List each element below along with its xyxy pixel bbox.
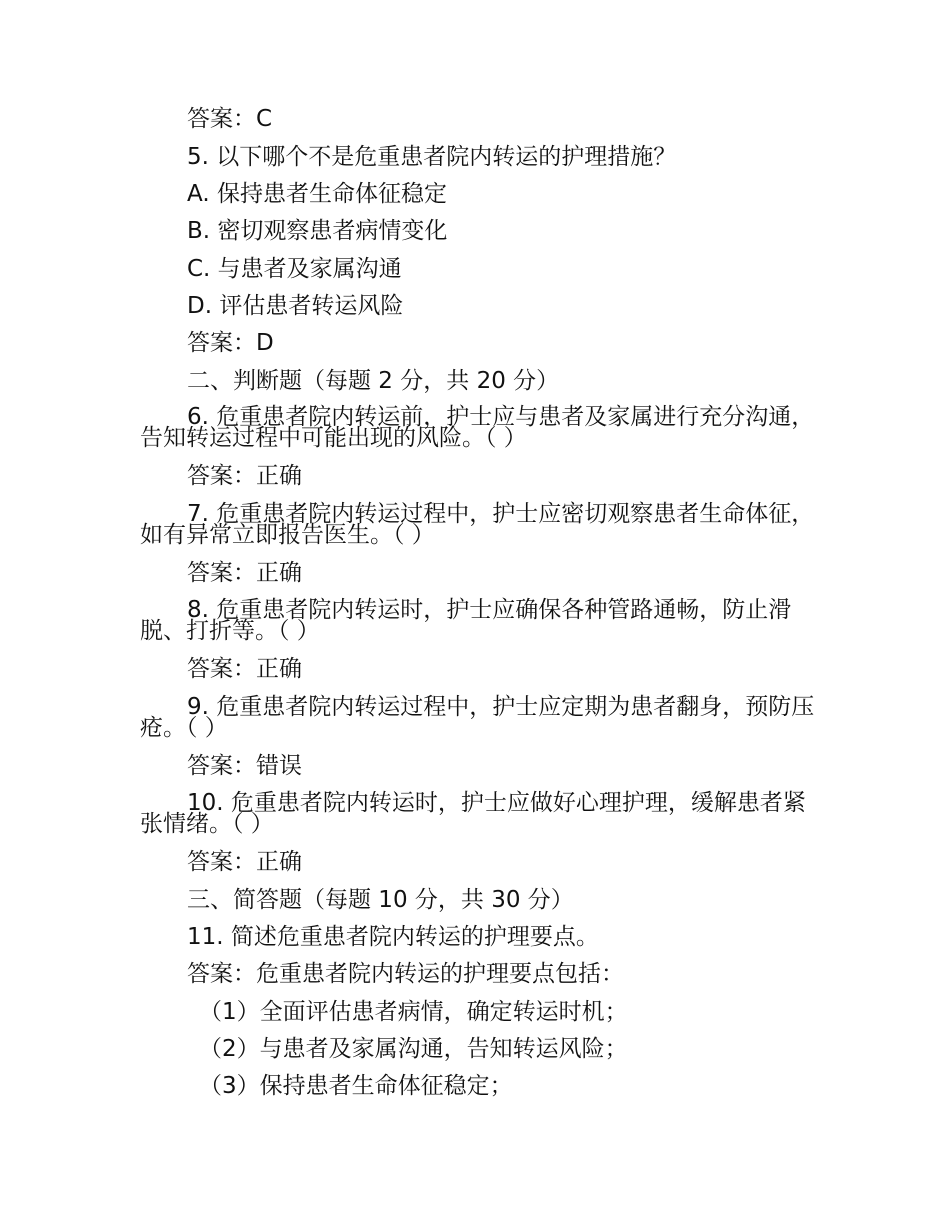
- answer-q4: 答案：C: [187, 106, 273, 132]
- question-11: 11. 简述危重患者院内转运的护理要点。: [187, 924, 599, 950]
- question-8: 8. 危重患者院内转运时，护士应确保各种管路通畅，防止滑脱、打折等。（ ）: [140, 597, 792, 644]
- answer-q6: 答案：正确: [187, 463, 302, 489]
- answer-q9: 答案：错误: [187, 753, 302, 779]
- option-a: A. 保持患者生命体征稳定: [187, 181, 447, 207]
- answer-q11-point-2: （2）与患者及家属沟通，告知转运风险；: [199, 1036, 628, 1062]
- option-c: C. 与患者及家属沟通: [187, 256, 402, 282]
- question-7: 7. 危重患者院内转运过程中，护士应密切观察患者生命体征，如有异常立即报告医生。（ ）: [140, 501, 815, 548]
- answer-q7: 答案：正确: [187, 560, 302, 586]
- question-5: 5. 以下哪个不是危重患者院内转运的护理措施？: [187, 144, 677, 170]
- answer-q11-point-1: （1）全面评估患者病情，确定转运时机；: [199, 999, 628, 1025]
- option-b: B. 密切观察患者病情变化: [187, 218, 448, 244]
- question-10: 10. 危重患者院内转运时，护士应做好心理护理，缓解患者紧张情绪。（ ）: [140, 790, 806, 837]
- answer-q10: 答案：正确: [187, 849, 302, 875]
- question-6: 6. 危重患者院内转运前，护士应与患者及家属进行充分沟通，告知转运过程中可能出现的风险。（ ）: [140, 404, 815, 451]
- answer-q5: 答案：D: [187, 330, 274, 356]
- question-9: 9. 危重患者院内转运过程中，护士应定期为患者翻身，预防压疮。（ ）: [140, 694, 815, 741]
- section-heading-short-answer: 三、简答题（每题 10 分，共 30 分）: [187, 887, 574, 913]
- answer-q11-point-3: （3）保持患者生命体征稳定；: [199, 1073, 513, 1099]
- answer-q11-intro: 答案：危重患者院内转运的护理要点包括：: [187, 961, 624, 987]
- answer-q8: 答案：正确: [187, 656, 302, 682]
- option-d: D. 评估患者转运风险: [187, 293, 404, 319]
- section-heading-true-false: 二、判断题（每题 2 分，共 20 分）: [187, 368, 560, 394]
